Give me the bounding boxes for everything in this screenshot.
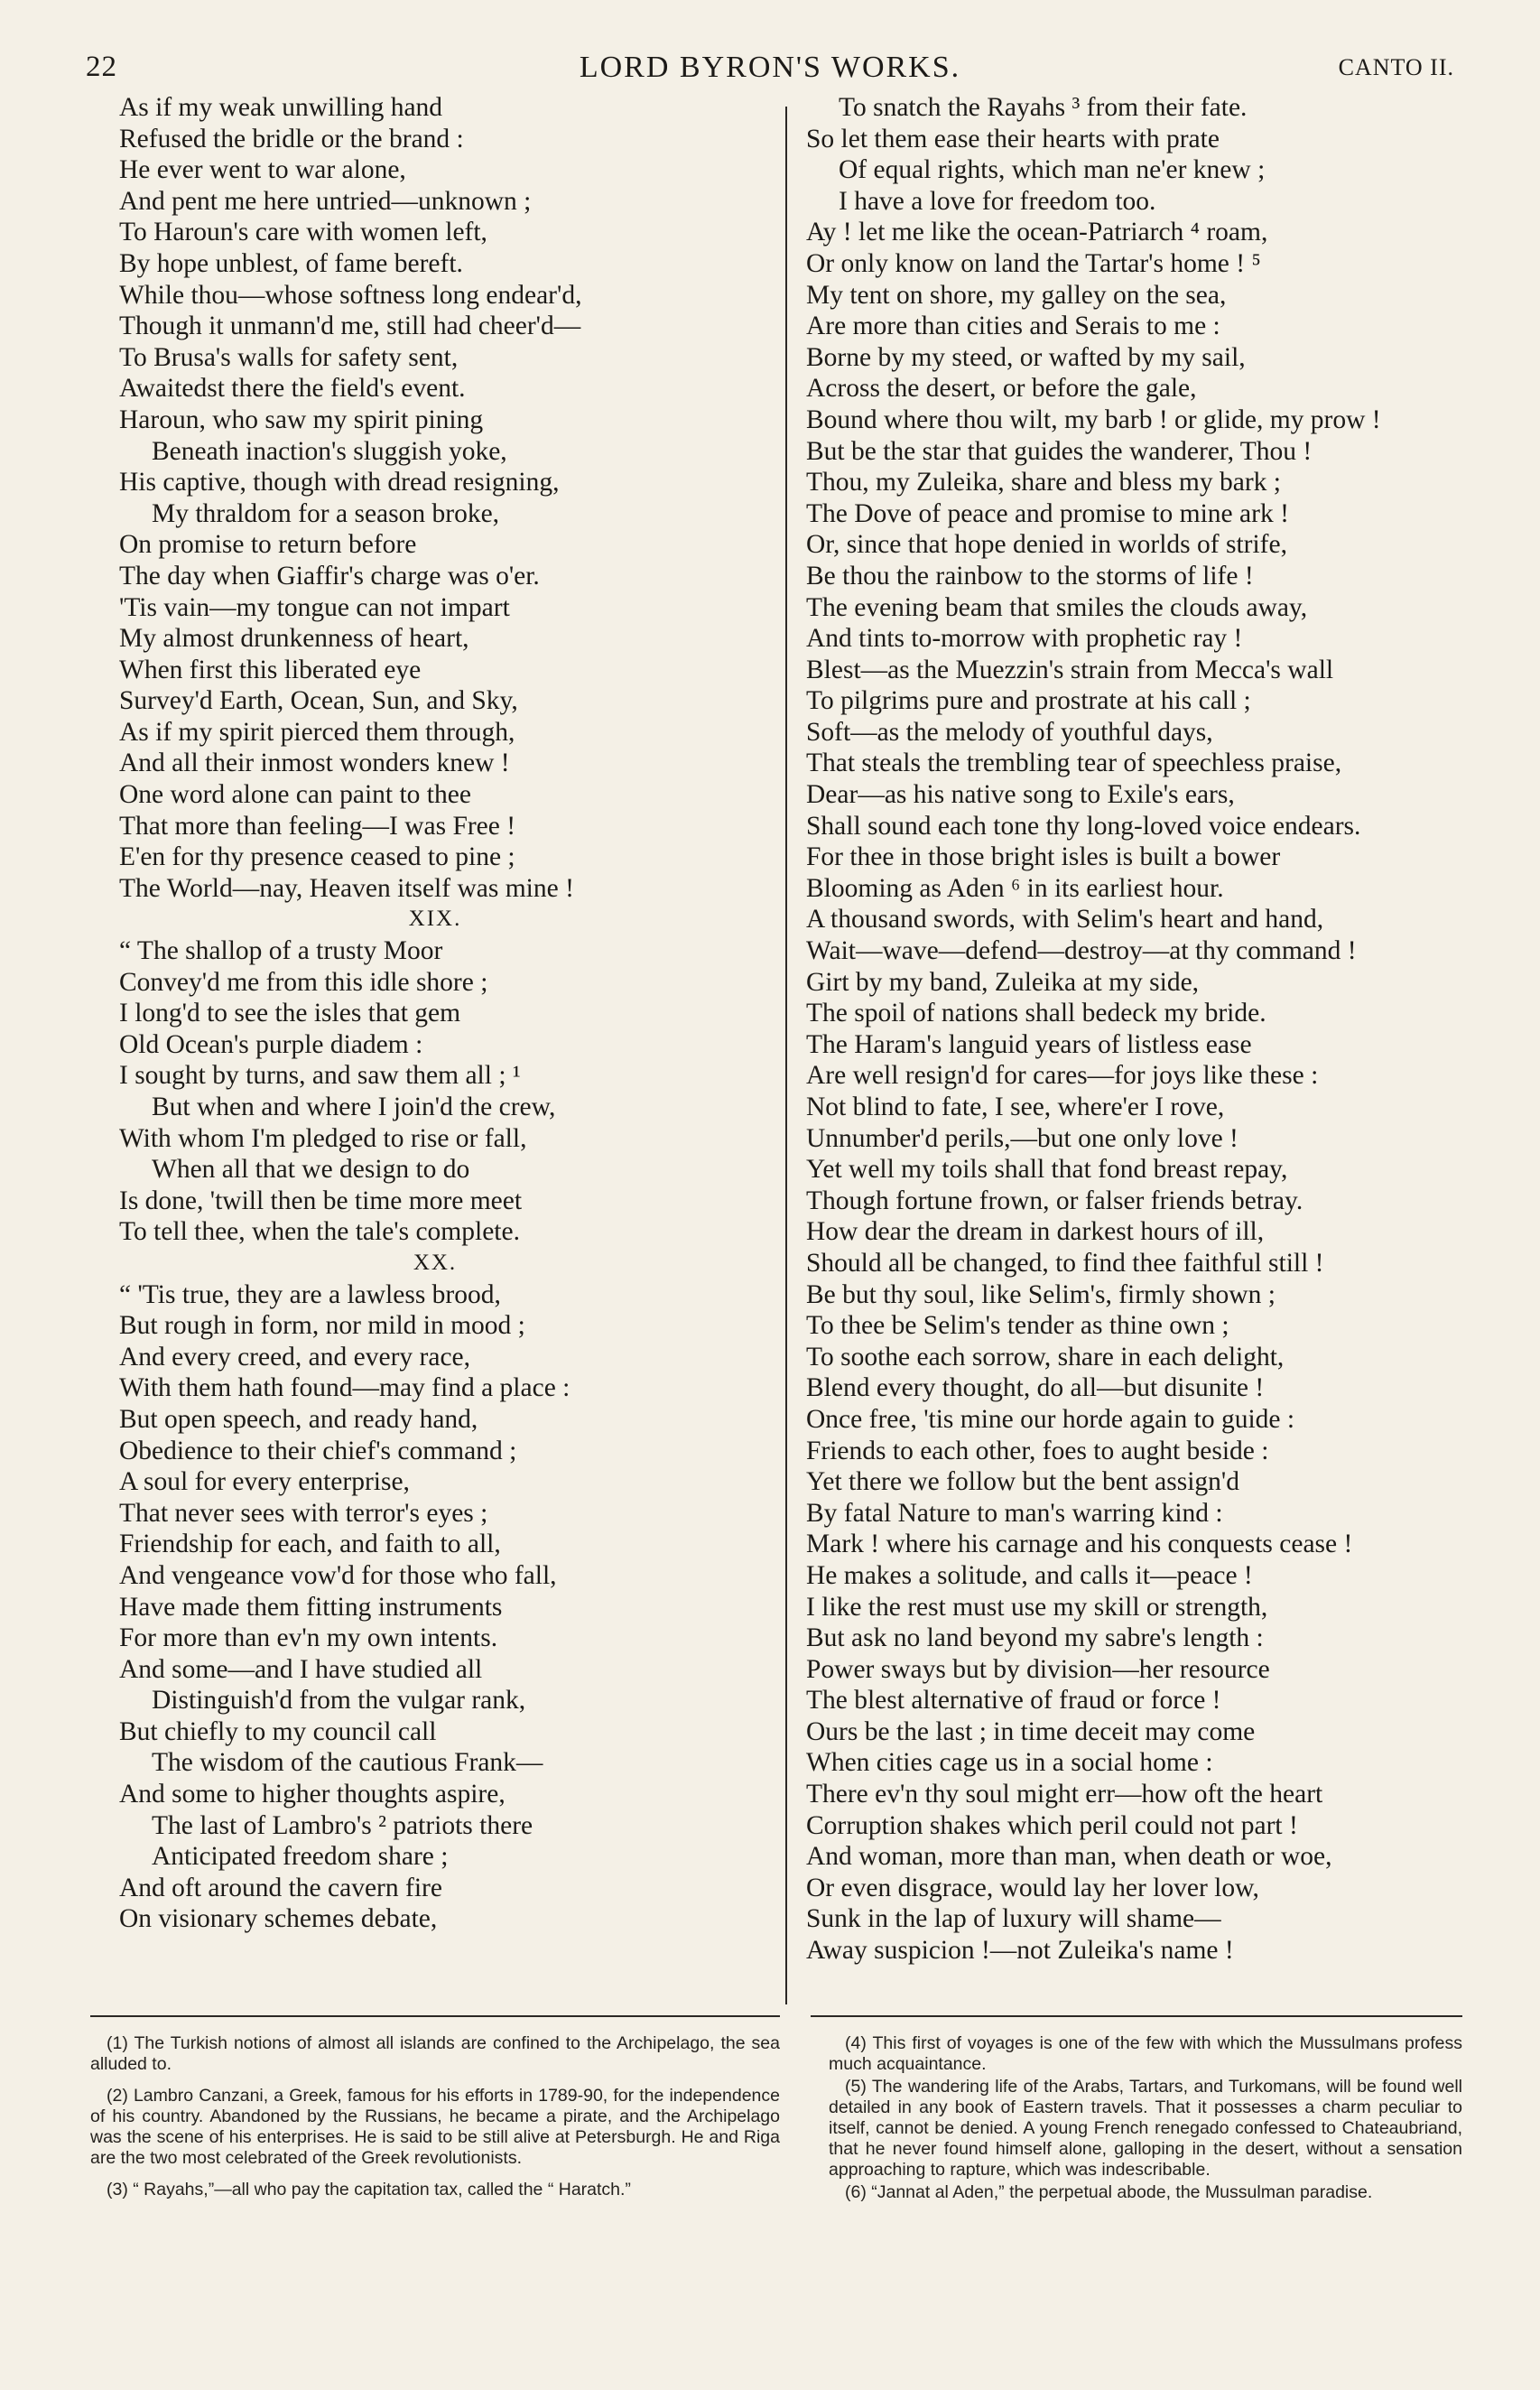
verse-line: Wait—wave—defend—destroy—at thy command !	[806, 936, 1357, 966]
column-divider	[785, 107, 787, 2004]
verse-line: And woman, more than man, when death or woe,	[806, 1842, 1332, 1872]
verse-line: Is done, 'twill then be time more meet	[119, 1186, 523, 1215]
verse-line: Old Ocean's purple diadem :	[119, 1029, 423, 1059]
verse-line: Awaitedst there the field's event.	[119, 374, 466, 404]
page-number: 22	[86, 51, 117, 83]
verse-line: The blest alternative of fraud or force !	[806, 1686, 1221, 1716]
verse-line: Sunk in the lap of luxury will shame—	[806, 1904, 1221, 1934]
verse-line: And all their inmost wonders knew !	[119, 749, 510, 778]
verse-line: My tent on shore, my galley on the sea,	[806, 280, 1227, 310]
verse-line: That never sees with terror's eyes ;	[119, 1498, 488, 1528]
footnote: (1) The Turkish notions of almost all islands are confined to the Archipelago, the sea alluded to.	[90, 2033, 780, 2074]
verse-line: Shall sound each tone thy long-loved voice endears.	[806, 811, 1361, 841]
verse-line: “ 'Tis true, they are a lawless brood,	[119, 1279, 501, 1309]
verse-line: Soft—as the melody of youthful days,	[806, 717, 1213, 747]
verse-line: Obedience to their chief's command ;	[119, 1436, 517, 1465]
verse-line: The last of Lambro's ² patriots there	[152, 1810, 533, 1840]
verse-line: Convey'd me from this idle shore ;	[119, 967, 488, 997]
verse-line: And pent me here untried—unknown ;	[119, 186, 532, 216]
verse-line: There ev'n thy soul might err—how oft the heart	[806, 1780, 1323, 1809]
verse-line: So let them ease their hearts with prate	[806, 124, 1220, 153]
verse-line: Bound where thou wilt, my barb ! or glide, my prow !	[806, 405, 1381, 434]
verse-line: 'Tis vain—my tongue can not impart	[119, 592, 510, 622]
verse-line: Mark ! where his carnage and his conquests cease !	[806, 1530, 1353, 1559]
verse-line: That more than feeling—I was Free !	[119, 811, 516, 841]
canto-label: CANTO II.	[1338, 54, 1454, 80]
verse-line: Are more than cities and Serais to me :	[806, 312, 1220, 341]
verse-line: As if my weak unwilling hand	[119, 93, 443, 122]
verse-line: I long'd to see the isles that gem	[119, 999, 461, 1028]
verse-line: On promise to return before	[119, 530, 417, 560]
verse-line: But chiefly to my council call	[119, 1716, 437, 1746]
verse-line: When cities cage us in a social home :	[806, 1748, 1213, 1778]
verse-line: With them hath found—may find a place :	[119, 1373, 571, 1403]
verse-line: The Haram's languid years of listless ease	[806, 1029, 1252, 1059]
verse-line: Survey'd Earth, Ocean, Sun, and Sky,	[119, 686, 518, 716]
footnote: (5) The wandering life of the Arabs, Tartars, and Turkomans, will be found well detailed in any book of Eastern travels. That it possesses a charm peculiar to itself, cannot be denied. A young French renegado confessed to Chateaubriand, that he never found himself alone, galloping in the desert, without a sensation approaching to rapture, which was indescribable.	[829, 2077, 1462, 2180]
verse-line: Friends to each other, foes to aught beside :	[806, 1436, 1269, 1465]
verse-line: The evening beam that smiles the clouds away,	[806, 592, 1308, 622]
verse-line: Friendship for each, and faith to all,	[119, 1530, 501, 1559]
verse-line: And oft around the cavern fire	[119, 1873, 442, 1902]
verse-line: By hope unblest, of fame bereft.	[119, 248, 463, 278]
verse-line: Anticipated freedom share ;	[152, 1842, 449, 1872]
verse-line: Across the desert, or before the gale,	[806, 374, 1197, 404]
verse-line: Beneath inaction's sluggish yoke,	[152, 436, 507, 466]
footnote: (3) “ Rayahs,”—all who pay the capitation tax, called the “ Haratch.”	[107, 2180, 631, 2199]
verse-line: But be the star that guides the wanderer, Thou !	[806, 436, 1313, 466]
verse-line: Distinguish'd from the vulgar rank,	[152, 1686, 526, 1716]
verse-line: But when and where I join'd the crew,	[152, 1093, 556, 1121]
verse-line: And some to higher thoughts aspire,	[119, 1780, 506, 1809]
left-verse-column	[119, 92, 805, 1935]
verse-line: Ay ! let me like the ocean-Patriarch ⁴ roam,	[806, 218, 1268, 247]
running-title: LORD BYRON'S WORKS.	[579, 51, 961, 84]
footnote-rule-right	[811, 2015, 1462, 2017]
verse-line: Are well resign'd for cares—for joys like these :	[806, 1061, 1319, 1091]
verse-line: By fatal Nature to man's warring kind :	[806, 1498, 1223, 1528]
verse-line: Yet there we follow but the bent assign'd	[806, 1467, 1239, 1497]
verse-line: Blend every thought, do all—but disunite !	[806, 1373, 1265, 1403]
footnote: (2) Lambro Canzani, a Greek, famous for his efforts in 1789-90, for the independence of his country. Abandoned by the Russians, he became a pirate, and the Archipelago was the scene of his enterprises. He is said to be still alive at Petersburgh. He and Riga are the two most celebrated of the Greek revolutionists.	[90, 2086, 780, 2168]
verse-line: Ours be the last ; in time deceit may come	[806, 1716, 1256, 1746]
verse-line: E'en for thy presence ceased to pine ;	[119, 842, 515, 872]
verse-line: And vengeance vow'd for those who fall,	[119, 1560, 557, 1590]
footnote: (4) This first of voyages is one of the few with which the Mussulmans profess much acquaintance.	[829, 2033, 1462, 2074]
verse-line: Have made them fitting instruments	[119, 1592, 503, 1622]
verse-line: And some—and I have studied all	[119, 1654, 483, 1684]
verse-line: While thou—whose softness long endear'd,	[119, 280, 582, 310]
verse-line: To Haroun's care with women left,	[119, 218, 487, 247]
footnotes-right	[829, 2033, 1462, 2205]
verse-line: But open speech, and ready hand,	[119, 1404, 478, 1434]
verse-line: He makes a solitude, and calls it—peace !	[806, 1560, 1253, 1590]
verse-line: But ask no land beyond my sabre's length :	[806, 1623, 1264, 1653]
stanza-number: XIX.	[408, 907, 462, 932]
verse-line: To snatch the Rayahs ³ from their fate.	[839, 93, 1248, 122]
verse-line: Refused the bridle or the brand :	[119, 124, 464, 153]
verse-line: Thou, my Zuleika, share and bless my bark ;	[806, 468, 1281, 498]
verse-line: To tell thee, when the tale's complete.	[119, 1217, 520, 1247]
verse-line: Not blind to fate, I see, where'er I rove,	[806, 1093, 1225, 1121]
verse-line: Or even disgrace, would lay her lover low,	[806, 1873, 1259, 1902]
page-header	[86, 51, 1454, 96]
right-verse-column	[806, 92, 1492, 1967]
verse-line: Yet well my toils shall that fond breast repay,	[806, 1155, 1288, 1185]
verse-line: How dear the dream in darkest hours of ill,	[806, 1217, 1265, 1247]
verse-line: I have a love for freedom too.	[839, 186, 1156, 216]
verse-line: I like the rest must use my skill or strength,	[806, 1592, 1268, 1622]
verse-line: Though fortune frown, or falser friends betray.	[806, 1186, 1303, 1215]
footnote: (6) “Jannat al Aden,” the perpetual abode, the Mussulman paradise.	[845, 2182, 1373, 2202]
verse-line: Haroun, who saw my spirit pining	[119, 405, 484, 434]
verse-line: Unnumber'd perils,—but one only love !	[806, 1123, 1238, 1153]
verse-line: The World—nay, Heaven itself was mine !	[119, 873, 574, 903]
footnotes-left	[90, 2033, 780, 2211]
verse-line: My almost drunkenness of heart,	[119, 624, 469, 654]
verse-line: Power sways but by division—her resource	[806, 1654, 1270, 1684]
verse-line: I sought by turns, and saw them all ; ¹	[119, 1061, 521, 1091]
verse-line: With whom I'm pledged to rise or fall,	[119, 1123, 527, 1153]
verse-line: The wisdom of the cautious Frank—	[152, 1748, 543, 1778]
verse-line: Borne by my steed, or wafted by my sail,	[806, 342, 1246, 372]
verse-line: And tints to-morrow with prophetic ray !	[806, 624, 1243, 654]
verse-line: As if my spirit pierced them through,	[119, 717, 515, 747]
verse-line: He ever went to war alone,	[119, 155, 406, 185]
verse-line: The Dove of peace and promise to mine ark !	[806, 498, 1289, 528]
verse-line: A thousand swords, with Selim's heart and hand,	[806, 905, 1324, 935]
verse-line: Be but thy soul, like Selim's, firmly shown ;	[806, 1279, 1276, 1309]
verse-line: To pilgrims pure and prostrate at his call ;	[806, 686, 1251, 716]
verse-line: For thee in those bright isles is built a bower	[806, 842, 1281, 872]
verse-line: Girt by my band, Zuleika at my side,	[806, 967, 1200, 997]
verse-line: When all that we design to do	[152, 1155, 470, 1185]
verse-line: A soul for every enterprise,	[119, 1467, 410, 1497]
verse-line: Blooming as Aden ⁶ in its earliest hour.	[806, 873, 1224, 903]
verse-line: Of equal rights, which man ne'er knew ;	[839, 155, 1266, 185]
verse-line: Should all be changed, to find thee faithful still !	[806, 1248, 1324, 1278]
verse-line: Blest—as the Muezzin's strain from Mecca's wall	[806, 655, 1334, 684]
verse-line: To soothe each sorrow, share in each delight,	[806, 1342, 1285, 1372]
verse-line: Or only know on land the Tartar's home ! ⁵	[806, 248, 1261, 278]
verse-line: That steals the trembling tear of speechless praise,	[806, 749, 1342, 778]
verse-line: Be thou the rainbow to the storms of life !	[806, 561, 1254, 591]
verse-line: Or, since that hope denied in worlds of strife,	[806, 530, 1287, 560]
verse-line: Corruption shakes which peril could not part !	[806, 1810, 1298, 1840]
verse-line: When first this liberated eye	[119, 655, 422, 684]
verse-line: On visionary schemes debate,	[119, 1904, 438, 1934]
verse-line: And every creed, and every race,	[119, 1342, 471, 1372]
verse-line: To thee be Selim's tender as thine own ;	[806, 1311, 1229, 1341]
verse-line: “ The shallop of a trusty Moor	[119, 936, 443, 966]
verse-line: But rough in form, nor mild in mood ;	[119, 1311, 525, 1341]
verse-line: The spoil of nations shall bedeck my bride.	[806, 999, 1266, 1028]
verse-line: Though it unmann'd me, still had cheer'd—	[119, 312, 581, 341]
verse-line: For more than ev'n my own intents.	[119, 1623, 498, 1653]
verse-line: To Brusa's walls for safety sent,	[119, 342, 459, 372]
verse-line: One word alone can paint to thee	[119, 780, 471, 810]
stanza-number: XX.	[413, 1250, 458, 1275]
verse-line: My thraldom for a season broke,	[152, 498, 500, 528]
verse-line: Dear—as his native song to Exile's ears,	[806, 780, 1235, 810]
verse-line: His captive, though with dread resigning,	[119, 468, 560, 498]
footnote-rule-left	[90, 2015, 780, 2017]
verse-line: Away suspicion !—not Zuleika's name !	[806, 1936, 1234, 1966]
verse-line: The day when Giaffir's charge was o'er.	[119, 561, 540, 591]
verse-line: Once free, 'tis mine our horde again to guide :	[806, 1404, 1295, 1434]
